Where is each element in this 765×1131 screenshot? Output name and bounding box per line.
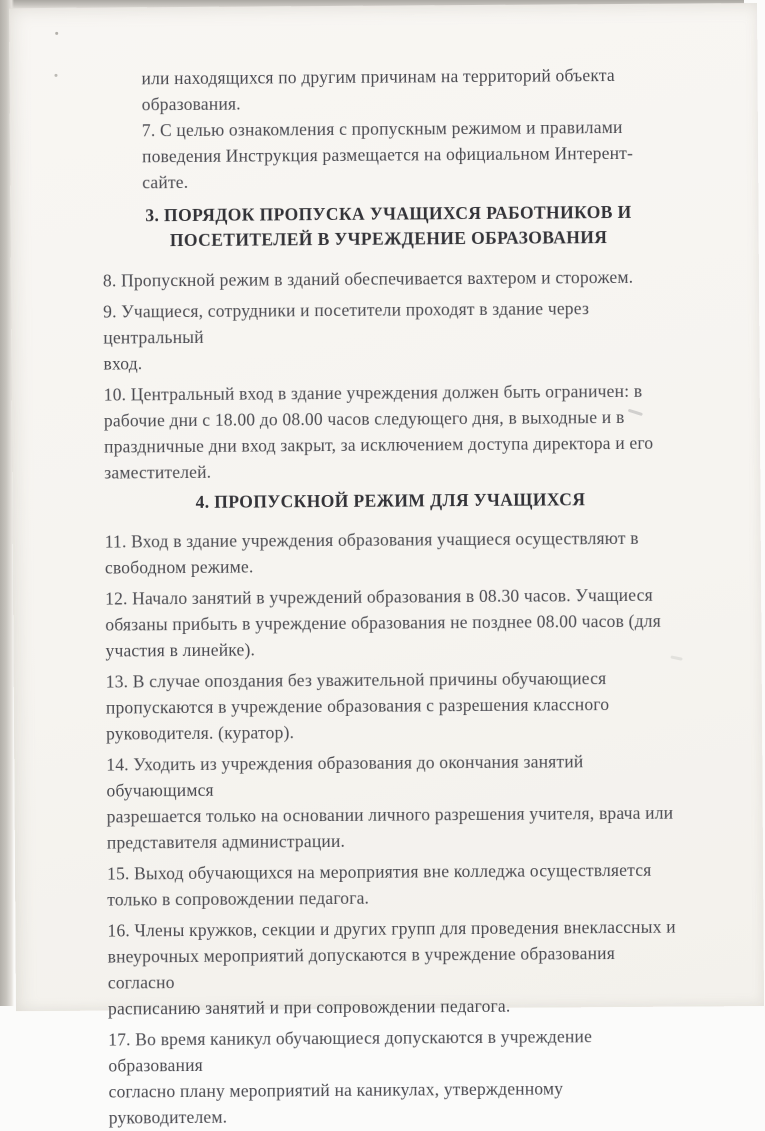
item-13-paragraph: 13. В случае опоздания без уважительной причины обучающиеся пропускаются в учреждение образования с разрешения классного руководителя. (куратор). [105,668,610,744]
item-12-paragraph: 12. Начало занятий в учреждений образования в 08.30 часов. Учащиеся обязаны прибыть в учреждение образования не позднее 08.00 часов (для участия в линейке). [105,584,661,661]
item-11-paragraph: 11. Вход в здание учреждения образования учащиеся осуществляют в свободном режиме. [104,527,639,578]
section-3-heading: 3. ПОРЯДОК ПРОПУСКА УЧАЩИХСЯ РАБОТНИКОВ И ПОСЕТИТЕЛЕЙ В УЧРЕЖДЕНИЕ ОБРАЗОВАНИЯ [145,201,632,251]
paper-sheet [9,3,764,1128]
continuation-paragraph: или находящихся по другим причинам на территорий объекта образования. [141,64,615,115]
item-7-paragraph: 7. С целью ознакомления с пропускным режимом и правилами поведения Инструкция размещается на официальном Интерент-сайте. [141,116,634,193]
item-14-paragraph: 14. Уходить из учреждения образования до окончания занятий обучающимся разрешается только на основании личного разрешения учителя, врача или представителя администрации. [106,751,674,853]
item-9-paragraph: 9. Учащиеся, сотрудники и посетители проходят в здание через центральный вход. [103,298,590,374]
section-4-heading: 4. ПРОПУСКНОЙ РЕЖИМ ДЛЯ УЧАЩИХСЯ [195,489,586,512]
scan-speck [55,32,58,35]
scan-speck [54,74,57,77]
item-8-paragraph: 8. Пропускной режим в зданий обеспечивается вахтером и сторожем. [102,266,634,291]
item-16-paragraph: 16. Члены кружков, секции и других групп для проведения внеклассных и внеурочных мероприятий допускаются в учреждение образования согласно расписанию занятий и при сопровождении педагога. [107,916,676,1019]
item-10-paragraph: 10. Центральный вход в здание учреждения должен быть ограничен: в рабочие дни с 18.00 до 08.00 часов следующего дня, в выходные и в праздничные дни вход закрыт, за исключением доступа директора и его заместителей. [103,380,654,483]
item-15-paragraph: 15. Выход обучающихся на мероприятия вне колледжа осуществляется только в сопровождении педагога. [106,859,652,910]
item-17-paragraph: 17. Во время каникул обучающиеся допускаются в учреждение образования согласно плану мероприятий на каникулах, утвержденному руководителем. [108,1026,593,1128]
document-text-column [9,3,765,1131]
